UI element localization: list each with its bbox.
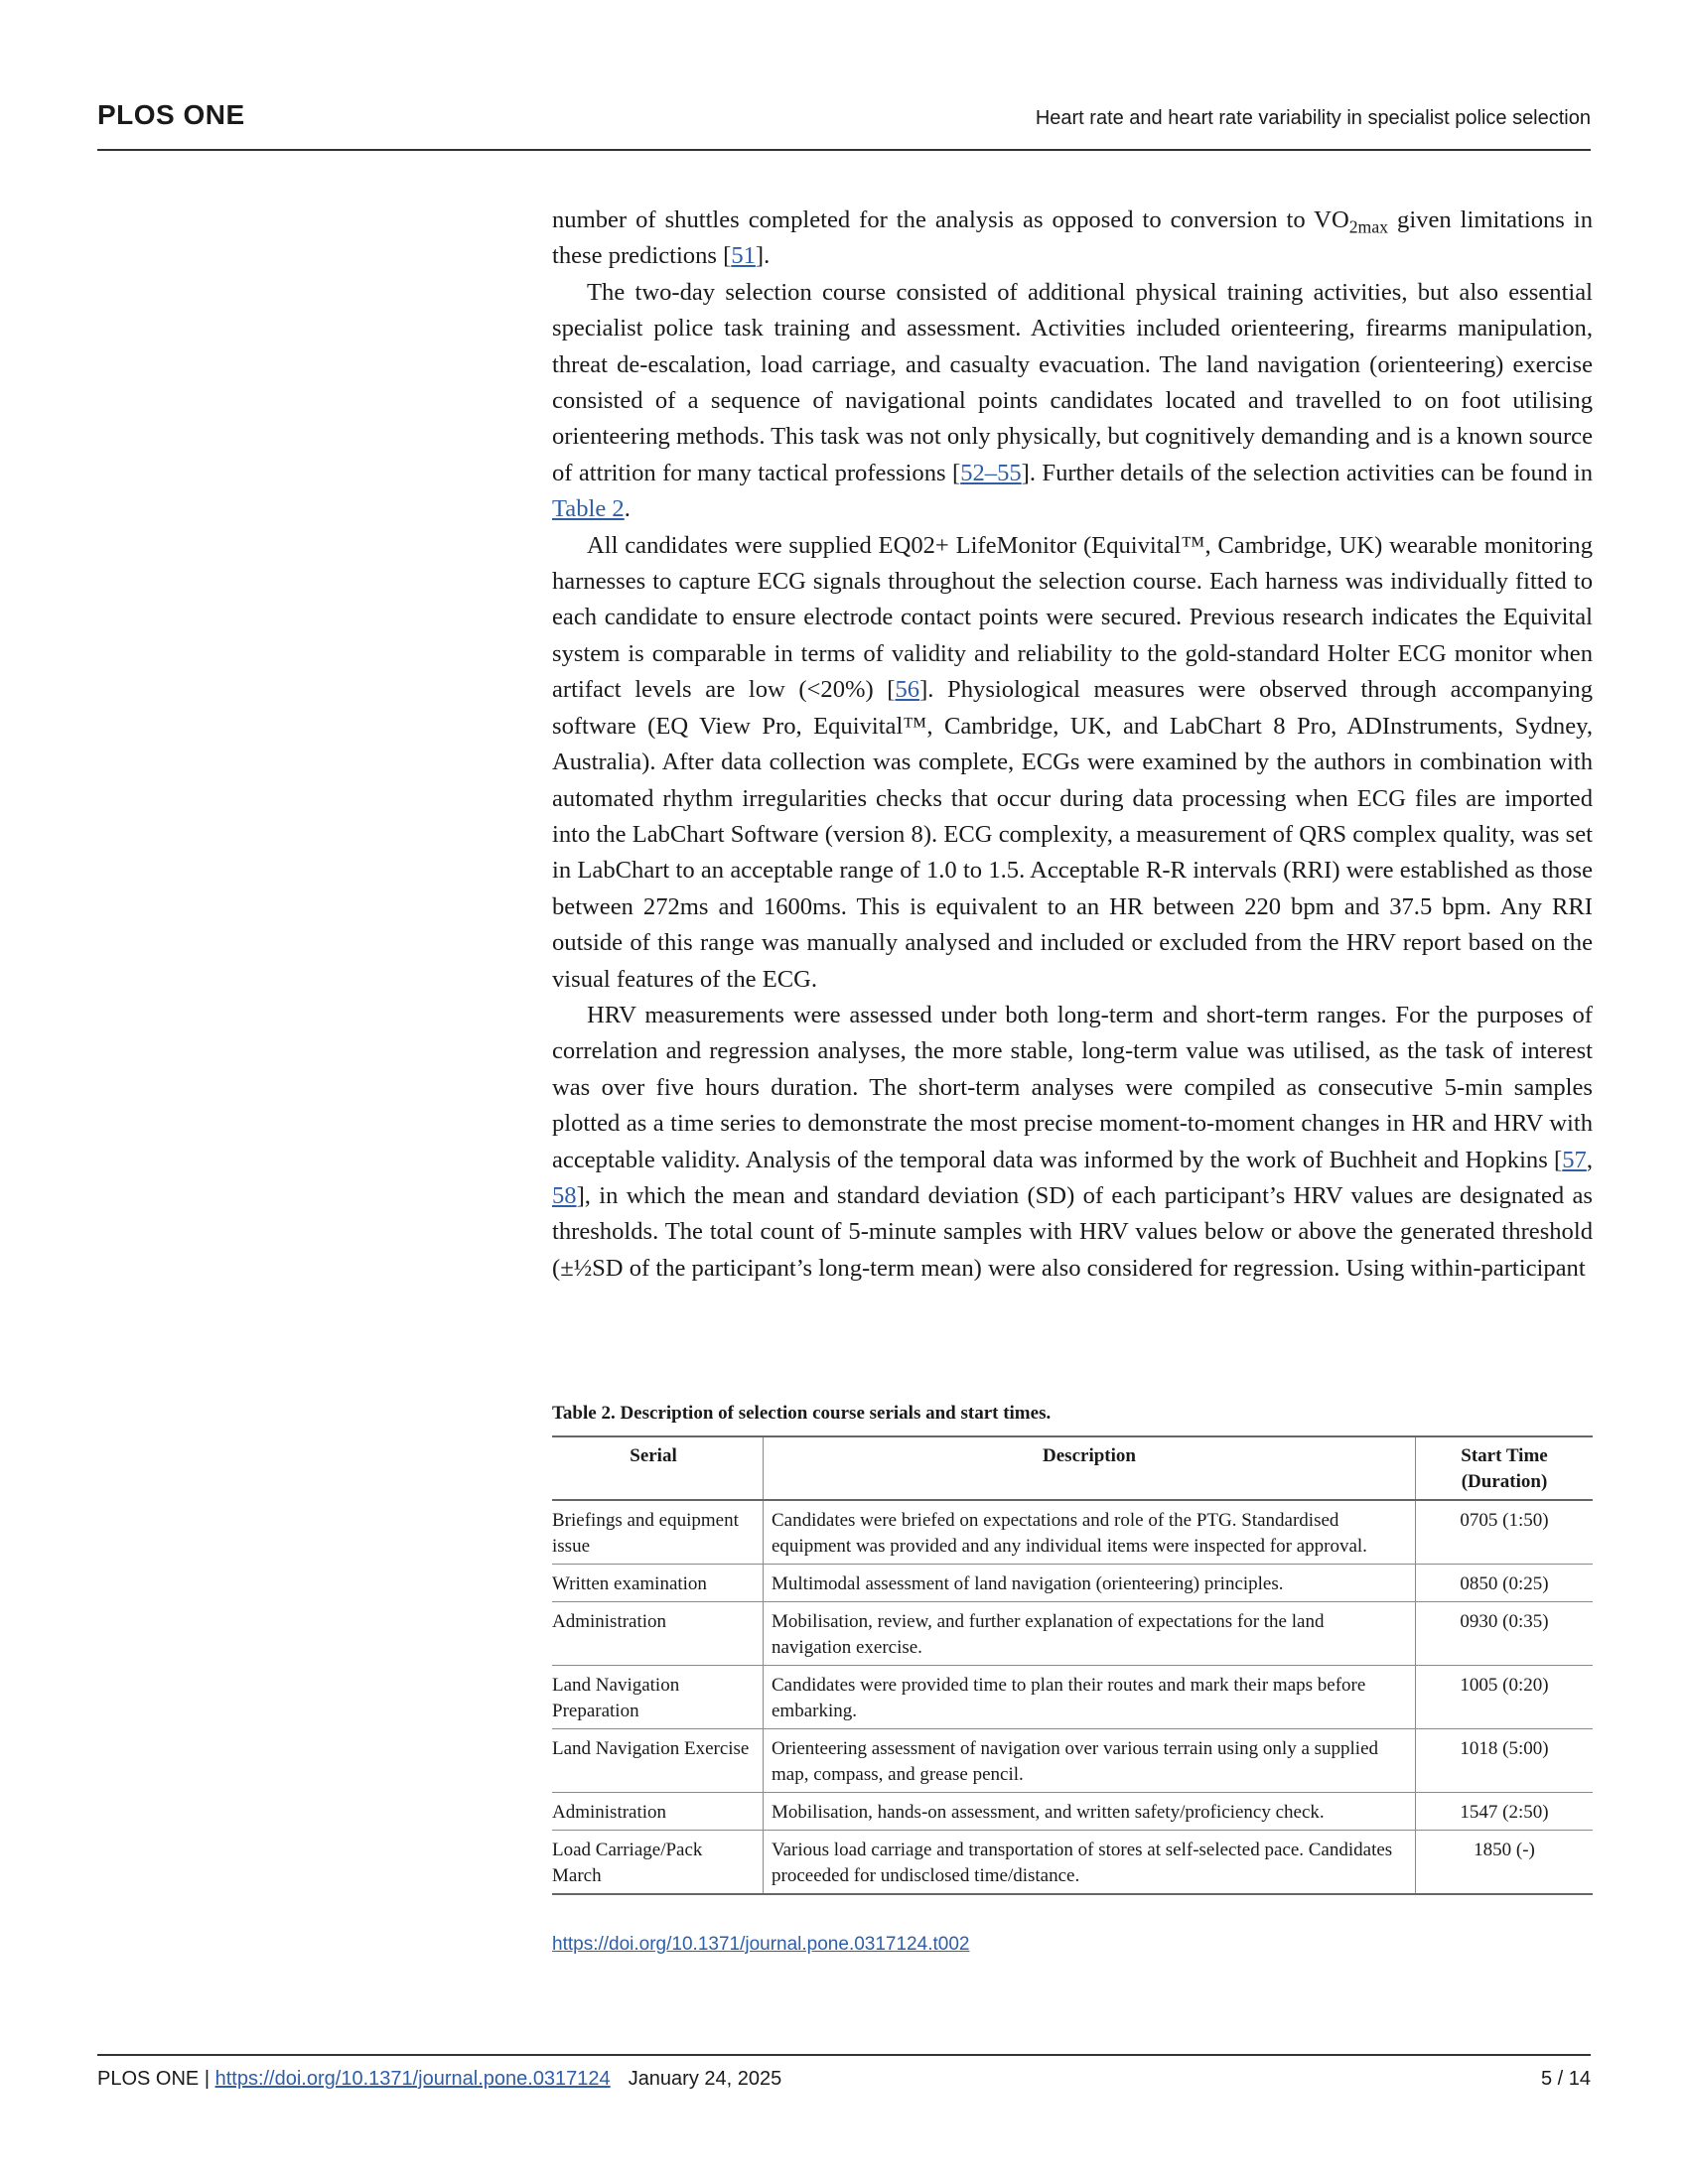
footer-journal: PLOS ONE | bbox=[97, 2068, 215, 2090]
text-span: number of shuttles completed for the analysis as opposed to conversion to VO bbox=[552, 206, 1349, 233]
text-span: ]. bbox=[755, 242, 771, 270]
cell-serial: Load Carriage/Pack March bbox=[552, 1831, 764, 1895]
cell-serial: Land Navigation Preparation bbox=[552, 1666, 764, 1729]
cell-start-time: 0705 (1:50) bbox=[1416, 1500, 1594, 1565]
cell-start-time: 1018 (5:00) bbox=[1416, 1729, 1594, 1793]
text-span: The two-day selection course consisted of additional physical training activities, but also essential specialist police task training and assessment. Activities included orienteering, firearms manipulation, threat de-escalation, load carriage, and casualty evacuation. The land navigation (orienteering) exercise consisted of a sequence of navigational points candidates located and travelled to on foot utilising orienteering methods. This task was not only physically, but cognitively demanding and is a known source of attrition for many tactical professions [ bbox=[552, 278, 1593, 486]
cell-start-time: 0850 (0:25) bbox=[1416, 1565, 1594, 1602]
running-title: Heart rate and heart rate variability in specialist police selection bbox=[1035, 107, 1591, 129]
citation-link[interactable]: 52–55 bbox=[960, 459, 1022, 486]
serials-table bbox=[552, 1435, 1593, 1895]
table-row bbox=[552, 1565, 1593, 1602]
cell-serial: Administration bbox=[552, 1793, 764, 1831]
footer-citation bbox=[97, 2068, 781, 2091]
cell-start-time: 1850 (-) bbox=[1416, 1831, 1594, 1895]
text-span: HRV measurements were assessed under both long-term and short-term ranges. For the purposes of correlation and regression analyses, the more stable, long-term value was utilised, as the task of interest was over five hours duration. The short-term analyses were compiled as consecutive 5-min samples plotted as a time series to demonstrate the most precise moment-to-moment changes in HR and HRV with acceptable validity. Analysis of the temporal data was informed by the work of Buchheit and Hopkins [ bbox=[552, 1001, 1593, 1173]
citation-link[interactable]: 56 bbox=[895, 676, 920, 704]
cell-description: Orienteering assessment of navigation over various terrain using only a supplied map, compass, and grease pencil. bbox=[764, 1729, 1416, 1793]
text-span: , bbox=[1586, 1146, 1593, 1173]
text-span: ]. Further details of the selection activities can be found in bbox=[1021, 459, 1593, 486]
table-row bbox=[552, 1602, 1593, 1666]
subscript: 2max bbox=[1348, 216, 1389, 237]
citation-link[interactable]: 57 bbox=[1562, 1146, 1587, 1173]
citation-link[interactable]: 58 bbox=[552, 1181, 577, 1209]
table-row bbox=[552, 1666, 1593, 1729]
table-row bbox=[552, 1831, 1593, 1895]
text-span: given limitations in these predictions [ bbox=[552, 206, 1593, 270]
table-row bbox=[552, 1500, 1593, 1565]
cell-description: Various load carriage and transportation of stores at self-selected pace. Candidates proceeded for undisclosed time/distance. bbox=[764, 1831, 1416, 1895]
cell-serial: Land Navigation Exercise bbox=[552, 1729, 764, 1793]
paragraph-2 bbox=[552, 275, 1593, 528]
table-2-link[interactable]: Table 2 bbox=[552, 495, 625, 523]
page-number: 5 / 14 bbox=[1540, 2068, 1591, 2090]
cell-serial: Briefings and equipment issue bbox=[552, 1500, 764, 1565]
header-start-line1: Start Time bbox=[1461, 1445, 1548, 1466]
paragraph-3 bbox=[552, 528, 1593, 998]
paragraph-1 bbox=[552, 203, 1593, 275]
header-divider bbox=[97, 149, 1591, 151]
cell-start-time: 1547 (2:50) bbox=[1416, 1793, 1594, 1831]
cell-description: Mobilisation, hands-on assessment, and written safety/proficiency check. bbox=[764, 1793, 1416, 1831]
table-row bbox=[552, 1729, 1593, 1793]
text-span: ]. Physiological measures were observed through accompanying software (EQ View Pro, Equivital™, Cambridge, UK, and LabChart 8 Pro, ADInstruments, Sydney, Australia). After data collection was complete, ECGs were examined by the authors in combination with automated rhythm irregularities checks that occur during data processing when ECG files are imported into the LabChart Software (version 8). ECG complexity, a measurement of QRS complex quality, was set in LabChart to an acceptable range of 1.0 to 1.5. Acceptable R-R intervals (RRI) were established as those between 272ms and 1600ms. This is equivalent to an HR between 220 bpm and 37.5 bpm. Any RRI outside of this range was manually analysed and included or excluded from the HRV report based on the visual features of the ECG. bbox=[552, 676, 1593, 993]
cell-serial: Administration bbox=[552, 1602, 764, 1666]
cell-description: Candidates were briefed on expectations and role of the PTG. Standardised equipment was provided and any individual items were inspected for approval. bbox=[764, 1500, 1416, 1565]
paragraph-4 bbox=[552, 998, 1593, 1287]
text-span: All candidates were supplied EQ02+ LifeMonitor (Equivital™, Cambridge, UK) wearable monitoring harnesses to capture ECG signals throughout the selection course. Each harness was individually fitted to each candidate to ensure electrode contact points were secured. Previous research indicates the Equivital system is comparable in terms of validity and reliability to the gold-standard Holter ECG monitor when artifact levels are low (<20%) [ bbox=[552, 531, 1593, 704]
text-span: ], in which the mean and standard deviation (SD) of each participant’s HRV values are designated as thresholds. The total count of 5-minute samples with HRV values below or above the generated threshold (±½SD of the participant’s long-term mean) were also considered for regression. Using within-participant bbox=[552, 1181, 1593, 1282]
footer-date: January 24, 2025 bbox=[628, 2068, 782, 2090]
table-caption: Table 2. Description of selection course serials and start times. bbox=[552, 1403, 1052, 1424]
header-description: Description bbox=[764, 1436, 1416, 1500]
table-header-row bbox=[552, 1436, 1593, 1500]
footer-doi-link[interactable]: https://doi.org/10.1371/journal.pone.0317124 bbox=[214, 2068, 611, 2090]
cell-description: Mobilisation, review, and further explanation of expectations for the land navigation exercise. bbox=[764, 1602, 1416, 1666]
header-start-line2: (Duration) bbox=[1461, 1471, 1548, 1492]
cell-description: Candidates were provided time to plan their routes and mark their maps before embarking. bbox=[764, 1666, 1416, 1729]
text-span: . bbox=[624, 495, 631, 523]
cell-start-time: 0930 (0:35) bbox=[1416, 1602, 1594, 1666]
footer-divider bbox=[97, 2054, 1591, 2056]
article-body bbox=[552, 203, 1593, 1287]
header-start-time bbox=[1416, 1436, 1594, 1500]
citation-link[interactable]: 51 bbox=[731, 242, 756, 270]
table-row bbox=[552, 1793, 1593, 1831]
journal-logo: PLOS ONE bbox=[97, 99, 245, 130]
cell-start-time: 1005 (0:20) bbox=[1416, 1666, 1594, 1729]
cell-description: Multimodal assessment of land navigation (orienteering) principles. bbox=[764, 1565, 1416, 1602]
header-serial: Serial bbox=[552, 1436, 764, 1500]
cell-serial: Written examination bbox=[552, 1565, 764, 1602]
table-doi-link[interactable]: https://doi.org/10.1371/journal.pone.0317124.t002 bbox=[552, 1934, 970, 1955]
